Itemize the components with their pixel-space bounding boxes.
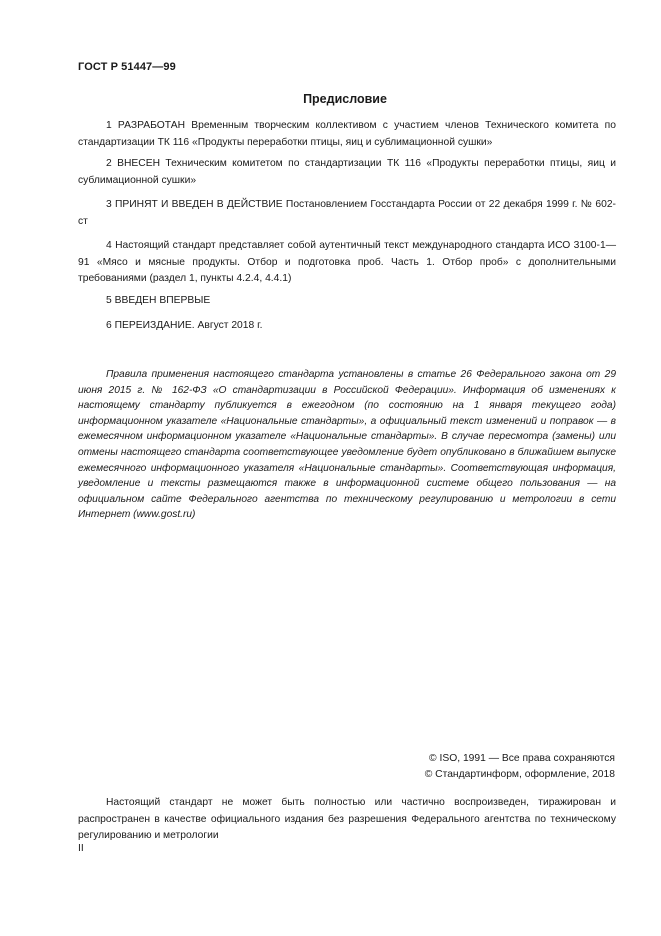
foreword-item-5: 5 ВВЕДЕН ВПЕРВЫЕ: [106, 295, 211, 306]
reproduction-notice: Настоящий стандарт не может быть полностью или частично воспроизведен, тиражирован и распространен в качестве официального издания без разрешения Федерального агентства по техническому регулированию и метрологии: [78, 797, 616, 841]
application-rules-notice: Правила применения настоящего стандарта установлены в статье 26 Федерального закона от 29 июня 2015 г. № 162-ФЗ «О стандартизации в Российской Федерации». Информация об изменениях к настоящему стандарту публикуется в ежегодном (по состоянию на 1 января текущего года) информационном указателе «Национальные стандарты», а официальный текст изменений и поправок — в ежемесячном информационном указателе «Национальные стандарты». В случае пересмотра (замены) или отмены настоящего стандарта соответствующее уведомление будет опубликовано в ближайшем выпуске ежемесячного информационного указателя «Национальные стандарты». Соответствующая информация, уведомление и тексты размещаются также в информационной системе общего пользования — на официальном сайте Федерального агентства по техническому регулированию и метрологии в сети Интернет (www.gost.ru): [78, 369, 616, 521]
copyright-standartinform: © Стандартинформ, оформление, 2018: [424, 769, 615, 780]
foreword-item-6: 6 ПЕРЕИЗДАНИЕ. Август 2018 г.: [106, 320, 263, 331]
foreword-item-4: 4 Настоящий стандарт представляет собой аутентичный текст международного стандарта ИСО 3100-1—91 «Мясо и мясные продукты. Отбор и подготовка проб. Часть 1. Отбор проб» с дополнительными требованиями (раздел 1, пункты 4.2.4, 4.4.1): [78, 240, 616, 284]
document-header: ГОСТ Р 51447—99: [78, 61, 176, 73]
foreword-item-3: 3 ПРИНЯТ И ВВЕДЕН В ДЕЙСТВИЕ Постановлением Госстандарта России от 22 декабря 1999 г. № 602-ст: [78, 199, 616, 227]
page-title: Предисловие: [303, 92, 387, 106]
foreword-item-2: 2 ВНЕСЕН Техническим комитетом по стандартизации ТК 116 «Продукты переработки птицы, яиц и сублимационной сушки»: [78, 158, 616, 186]
copyright-iso: © ISO, 1991 — Все права сохраняются: [429, 753, 615, 764]
page-number: II: [78, 843, 84, 854]
foreword-item-1: 1 РАЗРАБОТАН Временным творческим коллективом с участием членов Технического комитета по стандартизации ТК 116 «Продукты переработки птицы, яиц и сублимационной сушки»: [78, 120, 616, 148]
